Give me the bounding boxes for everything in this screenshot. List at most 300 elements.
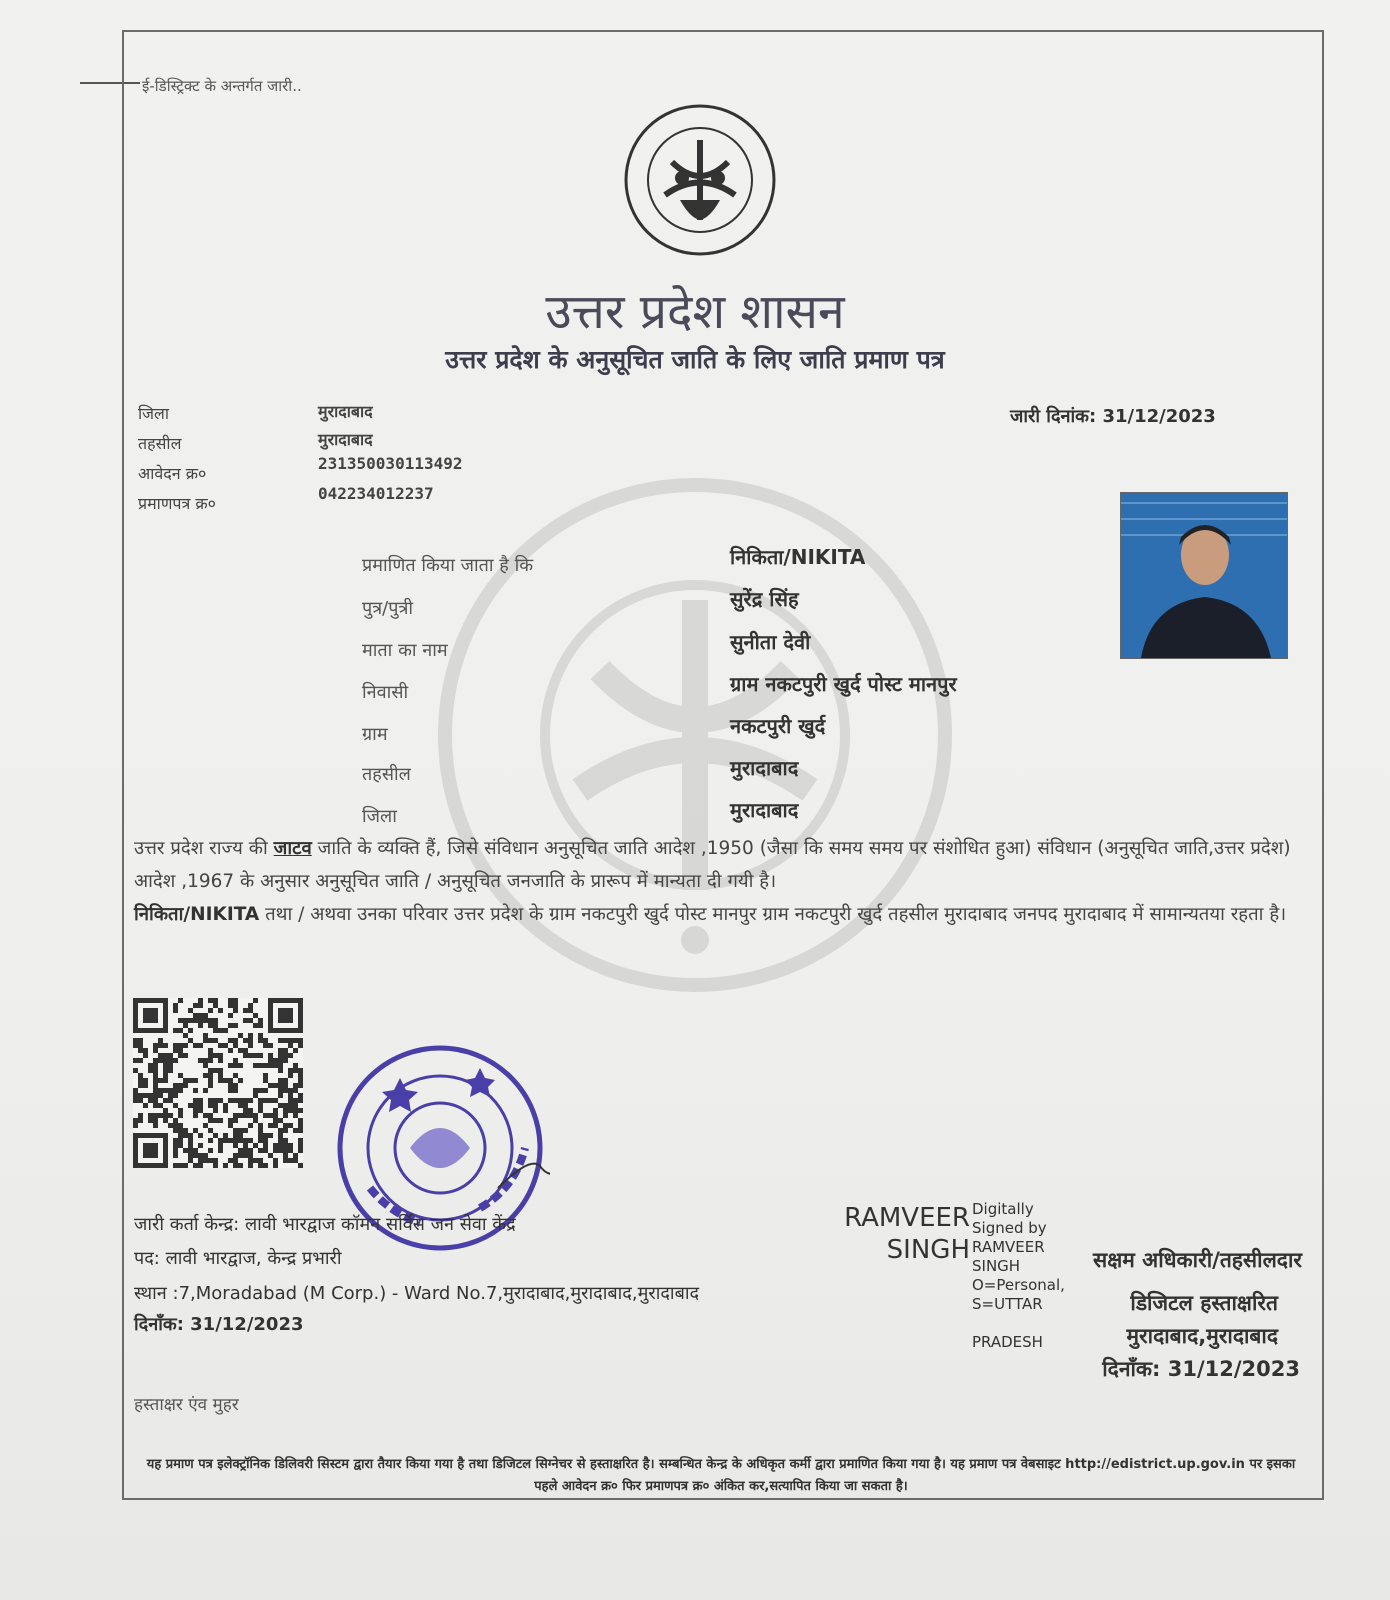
caste-name: जाटव <box>273 838 312 859</box>
qr-module <box>173 1143 178 1148</box>
qr-module <box>163 1078 168 1083</box>
qr-module <box>178 1123 183 1128</box>
qr-module <box>278 1063 283 1068</box>
qr-module <box>268 1123 273 1128</box>
qr-module <box>148 1093 153 1098</box>
qr-module <box>293 1088 298 1093</box>
qr-module <box>138 1058 143 1063</box>
qr-module <box>298 1128 303 1133</box>
qr-module <box>198 1143 203 1148</box>
qr-module <box>248 1033 253 1038</box>
qr-module <box>283 1083 288 1088</box>
qr-module <box>173 1153 178 1158</box>
qr-module <box>223 1078 228 1083</box>
qr-module <box>248 1108 253 1113</box>
qr-module <box>238 1163 243 1168</box>
qr-module <box>203 1088 208 1093</box>
sig-detail-line: S=UTTAR <box>972 1295 1043 1313</box>
signature-and-seal-label: हस्ताक्षर एंव मुहर <box>134 1395 239 1415</box>
qr-module <box>253 1053 258 1058</box>
qr-module <box>283 1108 288 1113</box>
qr-module <box>298 1143 303 1148</box>
qr-module <box>238 1148 243 1153</box>
certificate-statement <box>134 832 1314 898</box>
meta-value-district: मुरादाबाद <box>318 402 373 421</box>
qr-module <box>273 1083 278 1088</box>
qr-module <box>173 1028 178 1033</box>
qr-module <box>228 1003 233 1008</box>
qr-module <box>298 1078 303 1083</box>
qr-module <box>298 1068 303 1073</box>
qr-module <box>278 1118 283 1123</box>
qr-module <box>268 1113 273 1118</box>
qr-module <box>263 1063 268 1068</box>
qr-module <box>203 1018 208 1023</box>
qr-module <box>193 1043 198 1048</box>
qr-module <box>148 1068 153 1073</box>
qr-module <box>168 1088 173 1093</box>
field-value-village: नकटपुरी खुर्द <box>730 714 826 738</box>
qr-module <box>233 1008 238 1013</box>
qr-module <box>273 1148 278 1153</box>
issuer-date: दिनाँक: 31/12/2023 <box>134 1314 304 1335</box>
qr-module <box>198 1103 203 1108</box>
qr-module <box>248 1163 253 1168</box>
qr-module <box>143 1083 148 1088</box>
qr-module <box>213 1163 218 1168</box>
qr-module <box>208 1078 213 1083</box>
qr-module <box>138 1073 143 1078</box>
qr-module <box>288 1068 293 1073</box>
qr-module <box>248 1098 253 1103</box>
qr-module <box>248 1138 253 1143</box>
qr-module <box>233 1113 238 1118</box>
qr-module <box>263 1088 268 1093</box>
qr-module <box>278 1148 283 1153</box>
qr-module <box>213 1103 218 1108</box>
authority-role: सक्षम अधिकारी/तहसीलदार <box>1093 1248 1302 1272</box>
qr-module <box>208 1053 213 1058</box>
qr-module <box>253 1063 258 1068</box>
statement-part-1: उत्तर प्रदेश राज्य की <box>134 838 274 859</box>
qr-module <box>273 1143 278 1148</box>
qr-module <box>258 1088 263 1093</box>
qr-module <box>273 1058 278 1063</box>
qr-module <box>193 1103 198 1108</box>
qr-module <box>183 1078 188 1083</box>
qr-module <box>278 1038 283 1043</box>
qr-module <box>198 1098 203 1103</box>
qr-module <box>253 998 258 1003</box>
qr-module <box>138 1083 143 1088</box>
qr-module <box>283 1143 288 1148</box>
qr-module <box>218 1058 223 1063</box>
qr-module <box>233 1058 238 1063</box>
qr-module <box>198 1023 203 1028</box>
qr-module <box>153 1113 158 1118</box>
qr-module <box>298 1123 303 1128</box>
sig-detail-line: RAMVEER <box>972 1238 1045 1256</box>
qr-module <box>158 1103 163 1108</box>
qr-module <box>158 1088 163 1093</box>
qr-module <box>178 998 183 1003</box>
qr-module <box>178 1163 183 1168</box>
qr-module <box>293 1048 298 1053</box>
qr-module <box>278 1128 283 1133</box>
qr-module <box>143 1093 148 1098</box>
qr-module <box>273 1113 278 1118</box>
qr-module <box>133 1098 138 1103</box>
qr-module <box>288 1093 293 1098</box>
residence-statement <box>134 898 1314 931</box>
qr-module <box>233 1143 238 1148</box>
qr-module <box>208 1018 213 1023</box>
qr-module <box>163 1088 168 1093</box>
qr-module <box>238 1078 243 1083</box>
qr-module <box>213 1003 218 1008</box>
qr-module <box>188 1018 193 1023</box>
qr-module <box>133 1093 138 1098</box>
qr-module <box>258 1158 263 1163</box>
qr-module <box>293 1098 298 1103</box>
qr-module <box>178 1053 183 1058</box>
qr-module <box>173 1128 178 1133</box>
qr-module <box>268 1063 273 1068</box>
qr-module <box>268 1133 273 1138</box>
qr-module <box>288 1088 293 1093</box>
qr-module <box>198 1133 203 1138</box>
qr-module <box>253 1158 258 1163</box>
qr-module <box>178 1088 183 1093</box>
qr-code <box>133 998 303 1168</box>
qr-module <box>153 1068 158 1073</box>
qr-module <box>183 1133 188 1138</box>
qr-module <box>178 1048 183 1053</box>
qr-module <box>273 1118 278 1123</box>
qr-module <box>298 1148 303 1153</box>
qr-module <box>213 1023 218 1028</box>
qr-module <box>133 1118 138 1123</box>
qr-module <box>288 1053 293 1058</box>
qr-module <box>248 1053 253 1058</box>
qr-module <box>258 1098 263 1103</box>
qr-module <box>203 1038 208 1043</box>
qr-module <box>298 1073 303 1078</box>
qr-module <box>178 1113 183 1118</box>
field-label-village: ग्राम <box>362 724 388 745</box>
qr-module <box>168 1068 173 1073</box>
qr-module <box>268 1083 273 1088</box>
field-value-district: मुरादाबाद <box>730 798 799 822</box>
qr-module <box>183 1043 188 1048</box>
qr-module <box>133 1043 138 1048</box>
qr-module <box>253 1113 258 1118</box>
qr-module <box>218 1028 223 1033</box>
qr-module <box>213 998 218 1003</box>
qr-module <box>198 1108 203 1113</box>
qr-module <box>263 1073 268 1078</box>
qr-module <box>218 1098 223 1103</box>
qr-module <box>253 1088 258 1093</box>
qr-module <box>158 1053 163 1058</box>
qr-module <box>283 1113 288 1118</box>
qr-module <box>178 1133 183 1138</box>
qr-module <box>298 1038 303 1043</box>
qr-module <box>188 1148 193 1153</box>
meta-label-tehsil: तहसील <box>138 434 182 453</box>
qr-module <box>208 1103 213 1108</box>
qr-module <box>233 1153 238 1158</box>
meta-value-certificate-no: 042234012237 <box>318 484 434 503</box>
qr-module <box>178 1083 183 1088</box>
qr-module <box>238 1138 243 1143</box>
qr-module <box>283 1138 288 1143</box>
qr-module <box>218 1043 223 1048</box>
qr-module <box>293 1063 298 1068</box>
verification-footer: यह प्रमाण पत्र इलेक्ट्रॉनिक डिलिवरी सिस्टम द्वारा तैयार किया गया है तथा डिजिटल सिग्नेचर से हस्ताक्षरित है। सम्बन्धित केन्द्र के अधिकृत कर्मी द्वारा प्रमाणित किया गया है। यह प्रमाण पत्र वेबसाइट http://edistrict.up.gov.in पर इसका पहले आवेदन क्र० फिर प्रमाणपत्र क्र० अंकित कर,सत्यापित किया जा सकता है। <box>146 1457 1296 1494</box>
qr-module <box>243 1148 248 1153</box>
qr-module <box>178 1128 183 1133</box>
qr-module <box>268 1098 273 1103</box>
qr-module <box>218 1068 223 1073</box>
qr-module <box>183 1083 188 1088</box>
qr-module <box>233 1158 238 1163</box>
qr-module <box>263 1163 268 1168</box>
qr-module <box>258 1148 263 1153</box>
qr-module <box>203 1113 208 1118</box>
qr-module <box>233 998 238 1003</box>
field-label-district: जिला <box>362 806 397 827</box>
qr-module <box>153 1083 158 1088</box>
qr-module <box>228 1063 233 1068</box>
digital-signature-details <box>972 1200 1065 1352</box>
qr-module <box>253 1013 258 1018</box>
qr-module <box>283 1153 288 1158</box>
qr-module <box>273 1108 278 1113</box>
meta-value-tehsil: मुरादाबाद <box>318 430 373 449</box>
qr-module <box>298 1098 303 1103</box>
qr-module <box>233 1003 238 1008</box>
field-value-name: निकिता/NIKITA <box>730 545 866 569</box>
qr-module <box>178 1108 183 1113</box>
qr-module <box>168 1063 173 1068</box>
qr-module <box>198 1058 203 1063</box>
qr-module <box>278 1093 283 1098</box>
qr-module <box>213 1018 218 1023</box>
qr-module <box>158 1043 163 1048</box>
meta-label-application-no: आवेदन क्र० <box>138 464 207 483</box>
field-label-son-daughter: पुत्र/पुत्री <box>362 598 414 619</box>
qr-module <box>298 1118 303 1123</box>
qr-module <box>193 1128 198 1133</box>
qr-module <box>183 1018 188 1023</box>
qr-module <box>258 1018 263 1023</box>
qr-module <box>208 1068 213 1073</box>
qr-module <box>248 1153 253 1158</box>
qr-module <box>178 1043 183 1048</box>
qr-module <box>188 1103 193 1108</box>
qr-module <box>263 1143 268 1148</box>
qr-module <box>213 1098 218 1103</box>
qr-module <box>238 1098 243 1103</box>
qr-module <box>163 1108 168 1113</box>
qr-module <box>208 1048 213 1053</box>
qr-module <box>223 1043 228 1048</box>
qr-module <box>163 1063 168 1068</box>
issue-date: जारी दिनांक: 31/12/2023 <box>1010 406 1216 427</box>
qr-module <box>193 1003 198 1008</box>
qr-module <box>228 1048 233 1053</box>
qr-module <box>283 1078 288 1083</box>
qr-module <box>188 1038 193 1043</box>
qr-module <box>133 1088 138 1093</box>
qr-module <box>218 1118 223 1123</box>
qr-module <box>298 1093 303 1098</box>
qr-module <box>218 1078 223 1083</box>
qr-module <box>263 1133 268 1138</box>
qr-module <box>143 1053 148 1058</box>
qr-module <box>203 1058 208 1063</box>
qr-module <box>133 1058 138 1063</box>
qr-module <box>288 1073 293 1078</box>
qr-module <box>208 1073 213 1078</box>
qr-module <box>243 1008 248 1013</box>
qr-module <box>183 1128 188 1133</box>
statement-part-3: तथा / अथवा उनका परिवार उत्तर प्रदेश के ग्राम नकटपुरी खुर्द पोस्ट मानपुर ग्राम नकटपुरी खुर्द तहसील मुरादाबाद जनपद मुरादाबाद में सामान्यतया रहता है। <box>259 904 1287 925</box>
qr-module <box>198 1013 203 1018</box>
qr-module <box>208 1098 213 1103</box>
qr-module <box>253 1093 258 1098</box>
qr-module <box>153 1098 158 1103</box>
qr-module <box>263 1098 268 1103</box>
qr-module <box>173 1088 178 1093</box>
page-title: उत्तर प्रदेश शासन <box>545 284 845 340</box>
qr-module <box>233 1138 238 1143</box>
qr-module <box>273 1163 278 1168</box>
qr-module <box>243 1113 248 1118</box>
qr-module <box>268 1058 273 1063</box>
qr-module <box>208 1138 213 1143</box>
qr-module <box>268 1153 273 1158</box>
qr-module <box>158 1058 163 1063</box>
qr-module <box>278 1053 283 1058</box>
qr-module <box>243 1138 248 1143</box>
meta-value-application-no: 231350030113492 <box>318 454 463 473</box>
qr-module <box>228 1088 233 1093</box>
qr-module <box>298 1043 303 1048</box>
qr-module <box>263 1138 268 1143</box>
field-label-certified-that: प्रमाणित किया जाता है कि <box>362 555 534 576</box>
qr-module <box>193 1088 198 1093</box>
qr-module <box>193 1163 198 1168</box>
qr-module <box>208 1118 213 1123</box>
qr-module <box>203 1013 208 1018</box>
qr-module <box>218 1053 223 1058</box>
qr-module <box>238 1048 243 1053</box>
qr-module <box>208 1083 213 1088</box>
qr-module <box>283 1123 288 1128</box>
qr-module <box>253 1118 258 1123</box>
qr-module <box>213 1118 218 1123</box>
qr-module <box>213 1053 218 1058</box>
qr-module <box>178 1018 183 1023</box>
qr-module <box>248 1113 253 1118</box>
qr-module <box>288 1103 293 1108</box>
signer-name-line-2: SINGH <box>886 1235 970 1265</box>
qr-module <box>228 1158 233 1163</box>
qr-module <box>288 1158 293 1163</box>
qr-module <box>138 1048 143 1053</box>
sig-detail-spacer <box>972 1314 1065 1333</box>
digitally-signed-label: डिजिटल हस्ताक्षरित <box>1130 1291 1278 1315</box>
qr-module <box>168 1093 173 1098</box>
qr-module <box>188 1008 193 1013</box>
qr-module <box>173 1003 178 1008</box>
qr-module <box>278 1083 283 1088</box>
qr-module <box>228 1098 233 1103</box>
qr-module <box>293 1128 298 1133</box>
qr-module <box>183 1163 188 1168</box>
issuer-post: पद: लावी भारद्वाज, केन्द्र प्रभारी <box>134 1248 342 1269</box>
qr-module <box>228 1013 233 1018</box>
qr-module <box>228 1083 233 1088</box>
qr-module <box>173 1008 178 1013</box>
qr-module <box>233 1133 238 1138</box>
qr-module <box>288 1108 293 1113</box>
qr-module <box>198 1153 203 1158</box>
qr-module <box>153 1073 158 1078</box>
sig-detail-line: SINGH <box>972 1257 1021 1275</box>
qr-module <box>253 1143 258 1148</box>
qr-module <box>223 1163 228 1168</box>
sig-detail-line: Digitally <box>972 1200 1034 1218</box>
qr-module <box>248 1148 253 1153</box>
qr-module <box>278 1048 283 1053</box>
qr-module <box>173 1148 178 1153</box>
qr-module <box>258 1128 263 1133</box>
qr-module <box>268 1043 273 1048</box>
qr-module <box>218 1008 223 1013</box>
qr-module <box>133 1123 138 1128</box>
qr-module <box>263 1148 268 1153</box>
qr-module <box>268 1053 273 1058</box>
qr-module <box>203 1123 208 1128</box>
qr-module <box>228 1038 233 1043</box>
qr-module <box>208 998 213 1003</box>
qr-module <box>188 1153 193 1158</box>
qr-module <box>193 1153 198 1158</box>
authority-date: दिनाँक: 31/12/2023 <box>1102 1357 1300 1381</box>
qr-module <box>283 1058 288 1063</box>
qr-module <box>233 1043 238 1048</box>
qr-module <box>213 1108 218 1113</box>
qr-module <box>233 1023 238 1028</box>
qr-module <box>263 1038 268 1043</box>
qr-module <box>293 1153 298 1158</box>
qr-module <box>173 1103 178 1108</box>
qr-module <box>193 1108 198 1113</box>
qr-module <box>293 1113 298 1118</box>
qr-module <box>183 1023 188 1028</box>
qr-module <box>278 1103 283 1108</box>
qr-module <box>138 1118 143 1123</box>
qr-module <box>298 1108 303 1113</box>
qr-module <box>298 1083 303 1088</box>
qr-module <box>213 1028 218 1033</box>
qr-module <box>243 1048 248 1053</box>
field-label-resident: निवासी <box>362 682 409 703</box>
qr-module <box>153 1043 158 1048</box>
